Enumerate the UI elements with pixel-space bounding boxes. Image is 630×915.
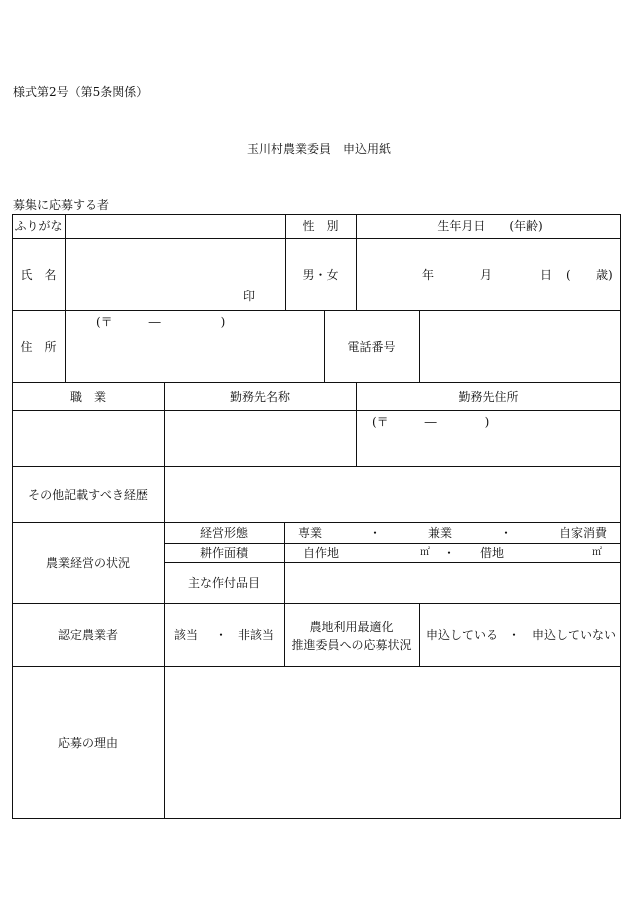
birth-day: 日 <box>540 268 553 282</box>
other-history-label: その他記載すべき経歴 <box>28 488 148 502</box>
farm-form-dot-1: ・ <box>369 526 382 540</box>
reason-input[interactable] <box>165 667 620 818</box>
farm-form-dot-2: ・ <box>500 526 513 540</box>
phone-input[interactable] <box>420 311 620 382</box>
age-open: ( <box>566 268 571 282</box>
form-title: 玉川村農業委員 申込用紙 <box>247 142 392 156</box>
gender-header: 性 別 <box>302 219 339 233</box>
birth-month: 月 <box>480 268 493 282</box>
certified-farmer-label: 認定農業者 <box>57 628 118 642</box>
farm-form-part-time[interactable]: 兼業 <box>428 526 453 540</box>
farm-form-label: 経営形態 <box>199 526 248 540</box>
address-label: 住 所 <box>20 340 57 354</box>
occupation-label: 職 業 <box>69 390 106 404</box>
crops-input[interactable] <box>285 563 620 603</box>
employer-label: 勤務先名称 <box>229 390 290 404</box>
furigana-input[interactable] <box>66 215 285 238</box>
age-label: 歳) <box>596 268 613 282</box>
not-applied-option[interactable]: 申込していない <box>532 628 617 642</box>
committee-status-line1: 農地利用最適化 <box>309 620 394 634</box>
gender-options[interactable]: 男・女 <box>302 268 339 282</box>
other-history-input[interactable] <box>165 467 620 522</box>
area-dot: ・ <box>443 546 456 560</box>
farm-status-label: 農業経営の状況 <box>45 556 130 570</box>
rented-land-unit: ㎡ <box>592 547 602 558</box>
employer-address-label: 勤務先住所 <box>458 390 519 404</box>
farm-area-label: 耕作面積 <box>199 546 248 560</box>
birth-year: 年 <box>422 268 435 282</box>
seal-mark: 印 <box>243 289 256 303</box>
own-land-unit: ㎡ <box>420 547 430 558</box>
applied-option[interactable]: 申込している <box>426 628 499 642</box>
certified-no-option[interactable]: 非該当 <box>238 628 275 642</box>
certified-yes-option[interactable]: 該当 <box>174 628 199 642</box>
farm-form-self-consumption[interactable]: 自家消費 <box>559 526 608 540</box>
birth-header: 生年月日 (年齢) <box>437 219 543 233</box>
reason-label: 応募の理由 <box>57 736 118 750</box>
phone-label: 電話番号 <box>347 340 396 354</box>
address-postal[interactable]: (〒 ― ) <box>96 315 226 329</box>
rented-land-label: 借地 <box>480 546 505 560</box>
farm-form-full-time[interactable]: 専業 <box>298 526 323 540</box>
form-number: 様式第2号（第5条関係） <box>13 85 149 99</box>
committee-status-line2: 推進委員への応募状況 <box>291 638 412 652</box>
name-label: 氏 名 <box>20 268 57 282</box>
applied-dot: ・ <box>508 628 521 642</box>
certified-dot: ・ <box>215 628 228 642</box>
section-label: 募集に応募する者 <box>13 198 110 212</box>
employer-postal[interactable]: (〒 ― ) <box>372 415 490 429</box>
own-land-label: 自作地 <box>303 546 340 560</box>
crops-label: 主な作付品目 <box>187 576 260 590</box>
furigana-label: ふりがな <box>14 219 63 233</box>
